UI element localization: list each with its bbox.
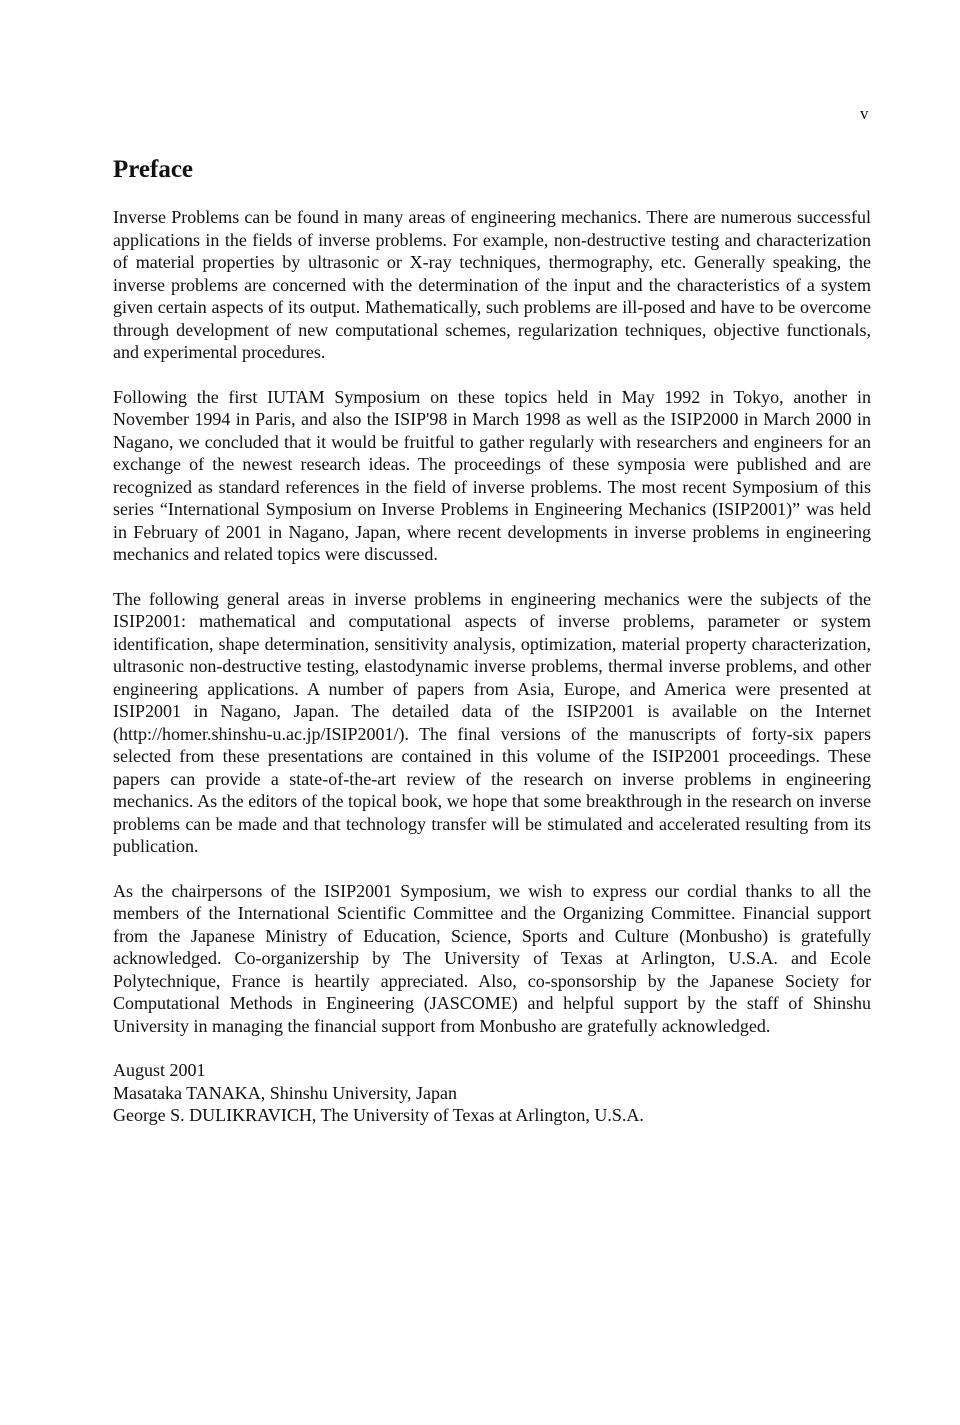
paragraph-topics: The following general areas in inverse problems in engineering mechanics were the subjects of the ISIP2001: mathematical and computational aspects of inverse problems, parameter or system identification, shape determination, sensitivity analysis, optimization, material property characterization, ultrasonic non-destructive testing, elastodynamic inverse problems, thermal inverse problems, and other engineering applications. A number of papers from Asia, Europe, and America were presented at ISIP2001 in Nagano, Japan. The detailed data of the ISIP2001 is available on the Internet (http://homer.shinshu-u.ac.jp/ISIP2001/). The final versions of the manuscripts of forty-six papers selected from these presentations are contained in this volume of the ISIP2001 proceedings. These papers can provide a state-of-the-art review of the research on inverse problems in engineering mechanics. As the editors of the topical book, we hope that some breakthrough in the research on inverse problems can be made and that technology transfer will be stimulated and accelerated resulting from its publication. [113, 588, 871, 856]
paragraph-acknowledgements: As the chairpersons of the ISIP2001 Symposium, we wish to express our cordial thanks to all the members of the International Scientific Committee and the Organizing Committee. Financial support from the Japanese Ministry of Education, Science, Sports and Culture (Monbusho) is gratefully acknowledged. Co-organizership by The University of Texas at Arlington, U.S.A. and Ecole Polytechnique, France is heartily appreciated. Also, co-sponsorship by the Japanese Society for Computational Methods in Engineering (JASCOME) and helpful support by the staff of Shinshu University in managing the financial support from Monbusho are gratefully acknowledged. [113, 880, 871, 1036]
preface-body [113, 206, 871, 1127]
signature-editor-dulikravich: George S. DULIKRAVICH, The University of Texas at Arlington, U.S.A. [113, 1105, 644, 1125]
page-title: Preface [113, 156, 194, 183]
paragraph-history: Following the first IUTAM Symposium on these topics held in May 1992 in Tokyo, another in November 1994 in Paris, and also the ISIP'98 in March 1998 as well as the ISIP2000 in March 2000 in Nagano, we concluded that it would be fruitful to gather regularly with researchers and engineers for an exchange of the newest research ideas. The proceedings of these symposia were published and are recognized as standard references in the field of inverse problems. The most recent Symposium of this series “International Symposium on Inverse Problems in Engineering Mechanics (ISIP2001)” was held in February of 2001 in Nagano, Japan, where recent developments in inverse problems in engineering mechanics and related topics were discussed. [113, 386, 871, 564]
paragraph-introduction: Inverse Problems can be found in many areas of engineering mechanics. There are numerous successful applications in the fields of inverse problems. For example, non-destructive testing and characterization of material properties by ultrasonic or X-ray techniques, thermography, etc. Generally speaking, the inverse problems are concerned with the determination of the input and the characteristics of a system given certain aspects of its output. Mathematically, such problems are ill-posed and have to be overcome through development of new computational schemes, regularization techniques, objective functionals, and experimental procedures. [113, 207, 871, 362]
signature-date: August 2001 [113, 1060, 206, 1080]
signature-editor-tanaka: Masataka TANAKA, Shinshu University, Japan [113, 1082, 458, 1103]
signature-block [113, 1059, 871, 1127]
page-number: v [860, 104, 869, 123]
